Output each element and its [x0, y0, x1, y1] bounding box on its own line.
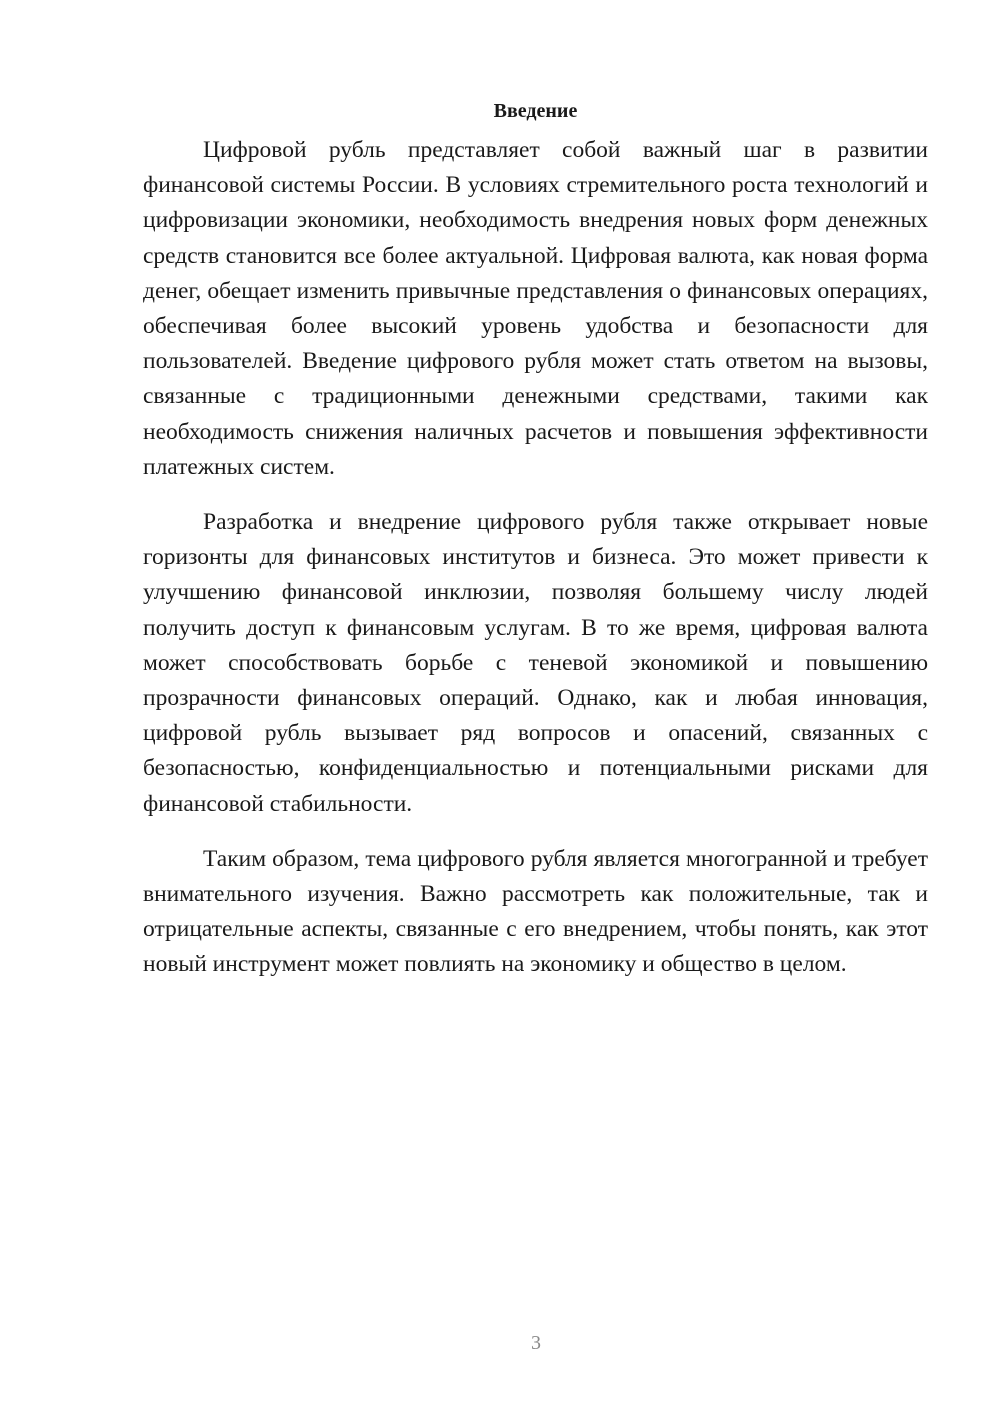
page-number: 3 — [531, 1332, 541, 1354]
paragraph-3: Таким образом, тема цифрового рубля является многогранной и требует внимательного изучения. Важно рассмотреть как положительные, так и отрицательные аспекты, связанные с его внедрением, чтобы понять, как этот новый инструмент может повлиять на экономику и общество в целом. — [143, 845, 928, 978]
paragraph-1: Цифровой рубль представляет собой важный шаг в развитии финансовой системы России. В условиях стремительного роста технологий и цифровизации экономики, необходимость внедрения новых форм денежных средств становится все более актуальной. Цифровая валюта, как новая форма денег, обещает изменить привычные представления о финансовых операциях, обеспечивая более высокий уровень удобства и безопасности для пользователей. Введение цифрового рубля может стать ответом на вызовы, связанные с традиционными денежными средствами, такими как необходимость снижения наличных расчетов и повышения эффективности платежных систем. — [143, 137, 928, 480]
section-title: Введение — [493, 100, 578, 122]
page-content — [143, 95, 928, 1003]
paragraph-2: Разработка и внедрение цифрового рубля также открывает новые горизонты для финансовых институтов и бизнеса. Это может привести к улучшению финансовой инклюзии, позволяя большему числу людей получить доступ к финансовым услугам. В то же время, цифровая валюта может способствовать борьбе с теневой экономикой и повышению прозрачности финансовых операций. Однако, как и любая инновация, цифровой рубль вызывает ряд вопросов и опасений, связанных с безопасностью, конфиденциальностью и потенциальными рисками для финансовой стабильности. — [143, 509, 928, 817]
